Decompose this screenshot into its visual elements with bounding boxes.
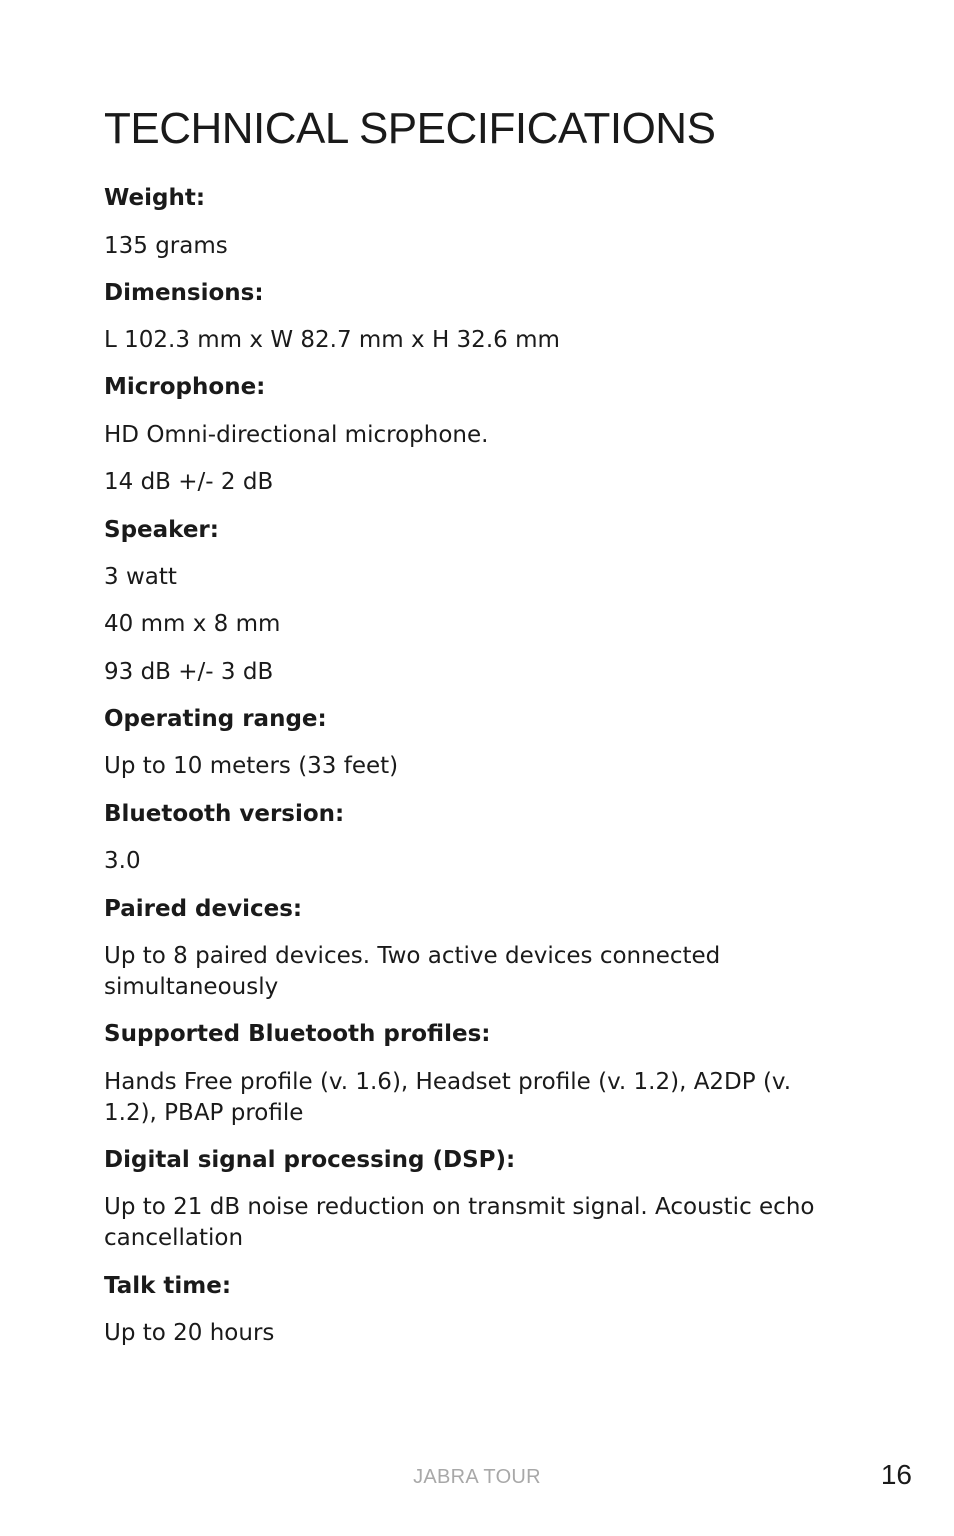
talk-time-value: Up to 20 hours (104, 1320, 275, 1346)
microphone-value-sensitivity: 14 dB +/- 2 dB (104, 469, 274, 495)
talk-time-label: Talk time: (104, 1273, 232, 1299)
dimensions-label: Dimensions: (104, 280, 264, 306)
speaker-value-output: 93 dB +/- 3 dB (104, 659, 274, 685)
dimensions-value: L 102.3 mm x W 82.7 mm x H 32.6 mm (104, 327, 560, 353)
page-number: 16 (880, 1459, 912, 1490)
speaker-value-size: 40 mm x 8 mm (104, 611, 281, 637)
microphone-value-type: HD Omni-directional microphone. (104, 422, 489, 448)
bluetooth-version-value: 3.0 (104, 848, 141, 874)
microphone-label: Microphone: (104, 374, 266, 400)
paired-devices-label: Paired devices: (104, 896, 303, 922)
operating-range-label: Operating range: (104, 706, 327, 732)
operating-range-value: Up to 10 meters (33 feet) (104, 753, 399, 779)
paired-devices-value: Up to 8 paired devices. Two active devices connected simultaneously (104, 943, 721, 1000)
page-title: TECHNICAL SPECIFICATIONS (104, 104, 716, 153)
weight-value: 135 grams (104, 233, 228, 259)
speaker-label: Speaker: (104, 517, 219, 543)
profiles-value: Hands Free profile (v. 1.6), Headset profile (v. 1.2), A2DP (v. 1.2), PBAP profile (104, 1069, 792, 1126)
speaker-value-power: 3 watt (104, 564, 177, 590)
dsp-value: Up to 21 dB noise reduction on transmit signal. Acoustic echo cancellation (104, 1194, 815, 1251)
profiles-label: Supported Bluetooth profiles: (104, 1021, 491, 1047)
dsp-label: Digital signal processing (DSP): (104, 1147, 516, 1173)
weight-label: Weight: (104, 185, 206, 211)
footer-brand: JABRA TOUR (413, 1466, 541, 1488)
bluetooth-version-label: Bluetooth version: (104, 801, 345, 827)
